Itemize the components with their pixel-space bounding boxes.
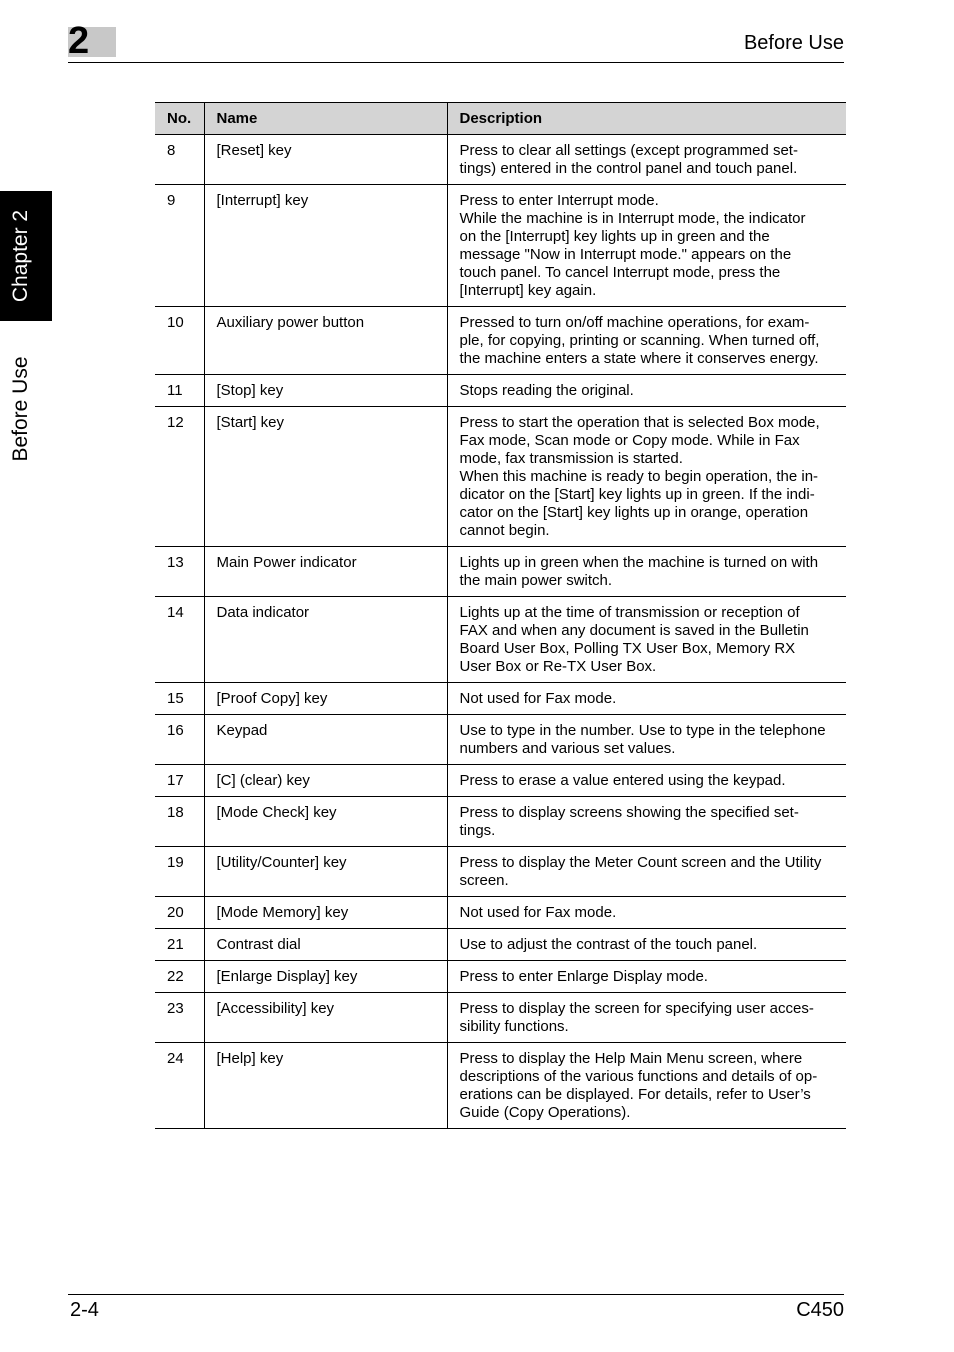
cell-no: 23: [155, 993, 204, 1043]
table-row: [155, 407, 846, 547]
cell-description: Press to display the Help Main Menu screen, where descriptions of the various functions and details of op- erations can be displayed. For details, refer to User’s Guide (Copy Operations).: [447, 1043, 846, 1129]
cell-description: Lights up at the time of transmission or reception of FAX and when any document is saved in the Bulletin Board User Box, Polling TX User Box, Memory RX User Box or Re-TX User Box.: [447, 597, 846, 683]
cell-name: Main Power indicator: [204, 547, 447, 597]
cell-no: 12: [155, 407, 204, 547]
header-description: Description: [447, 103, 846, 135]
table-row: [155, 1043, 846, 1129]
table-row: [155, 929, 846, 961]
cell-description: Lights up in green when the machine is turned on with the main power switch.: [447, 547, 846, 597]
cell-no: 16: [155, 715, 204, 765]
table-row: [155, 683, 846, 715]
side-tab-chapter-label: Chapter 2: [9, 209, 32, 303]
table-row: [155, 765, 846, 797]
cell-no: 11: [155, 375, 204, 407]
cell-name: [Mode Check] key: [204, 797, 447, 847]
control-panel-keys-table: [155, 102, 846, 1129]
cell-no: 8: [155, 135, 204, 185]
cell-name: [Proof Copy] key: [204, 683, 447, 715]
cell-no: 22: [155, 961, 204, 993]
model-name: C450: [796, 1299, 844, 1321]
cell-description: Press to erase a value entered using the keypad.: [447, 765, 846, 797]
page-number: 2-4: [70, 1299, 99, 1321]
cell-name: [Stop] key: [204, 375, 447, 407]
header-rule: [68, 62, 844, 63]
cell-no: 15: [155, 683, 204, 715]
cell-no: 19: [155, 847, 204, 897]
cell-name: [Enlarge Display] key: [204, 961, 447, 993]
table-row: [155, 961, 846, 993]
cell-no: 21: [155, 929, 204, 961]
cell-no: 13: [155, 547, 204, 597]
cell-name: [Utility/Counter] key: [204, 847, 447, 897]
cell-description: Press to enter Enlarge Display mode.: [447, 961, 846, 993]
cell-description: Pressed to turn on/off machine operations, for exam- ple, for copying, printing or scanning. When turned off, the machine enters a state where it conserves energy.: [447, 307, 846, 375]
cell-name: [Mode Memory] key: [204, 897, 447, 929]
cell-name: Auxiliary power button: [204, 307, 447, 375]
table-row: [155, 135, 846, 185]
table-row: [155, 547, 846, 597]
cell-description: Press to enter Interrupt mode. While the machine is in Interrupt mode, the indicator on the [Interrupt] key lights up in green and the message "Now in Interrupt mode." appears on the touch panel. To cancel Interrupt mode, press the [Interrupt] key again.: [447, 185, 846, 307]
cell-description: Press to clear all settings (except programmed set- tings) entered in the control panel and touch panel.: [447, 135, 846, 185]
cell-no: 24: [155, 1043, 204, 1129]
table-row: [155, 375, 846, 407]
cell-name: [Interrupt] key: [204, 185, 447, 307]
table-row: [155, 797, 846, 847]
cell-no: 18: [155, 797, 204, 847]
side-tab-section-label: Before Use: [9, 356, 32, 462]
cell-name: [Help] key: [204, 1043, 447, 1129]
cell-no: 10: [155, 307, 204, 375]
cell-description: Not used for Fax mode.: [447, 683, 846, 715]
cell-description: Press to display the Meter Count screen and the Utility screen.: [447, 847, 846, 897]
header-no: No.: [155, 103, 204, 135]
cell-description: Stops reading the original.: [447, 375, 846, 407]
table-row: [155, 847, 846, 897]
cell-description: Use to type in the number. Use to type in the telephone numbers and various set values.: [447, 715, 846, 765]
cell-name: Contrast dial: [204, 929, 447, 961]
table-row: [155, 993, 846, 1043]
cell-no: 20: [155, 897, 204, 929]
table-header-row: [155, 103, 846, 135]
table-body: [155, 135, 846, 1129]
cell-name: Keypad: [204, 715, 447, 765]
header-name: Name: [204, 103, 447, 135]
table-row: [155, 897, 846, 929]
cell-name: Data indicator: [204, 597, 447, 683]
cell-description: Press to start the operation that is selected Box mode, Fax mode, Scan mode or Copy mode. While in Fax mode, fax transmission is started. When this machine is ready to begin operation, the in- dicator on the [Start] key lights up in green. If the indi- cator on the [Start] key lights up in orange, operation cannot begin.: [447, 407, 846, 547]
table-row: [155, 307, 846, 375]
table-row: [155, 185, 846, 307]
cell-description: Not used for Fax mode.: [447, 897, 846, 929]
header-section-title: Before Use: [743, 32, 844, 54]
cell-name: [Start] key: [204, 407, 447, 547]
cell-name: [Accessibility] key: [204, 993, 447, 1043]
cell-no: 14: [155, 597, 204, 683]
cell-description: Press to display screens showing the specified set- tings.: [447, 797, 846, 847]
cell-description: Use to adjust the contrast of the touch panel.: [447, 929, 846, 961]
cell-name: [C] (clear) key: [204, 765, 447, 797]
cell-no: 17: [155, 765, 204, 797]
chapter-number: 2: [68, 20, 90, 62]
table-row: [155, 597, 846, 683]
footer-rule: [68, 1294, 844, 1295]
cell-name: [Reset] key: [204, 135, 447, 185]
cell-no: 9: [155, 185, 204, 307]
table-row: [155, 715, 846, 765]
cell-description: Press to display the screen for specifying user acces- sibility functions.: [447, 993, 846, 1043]
